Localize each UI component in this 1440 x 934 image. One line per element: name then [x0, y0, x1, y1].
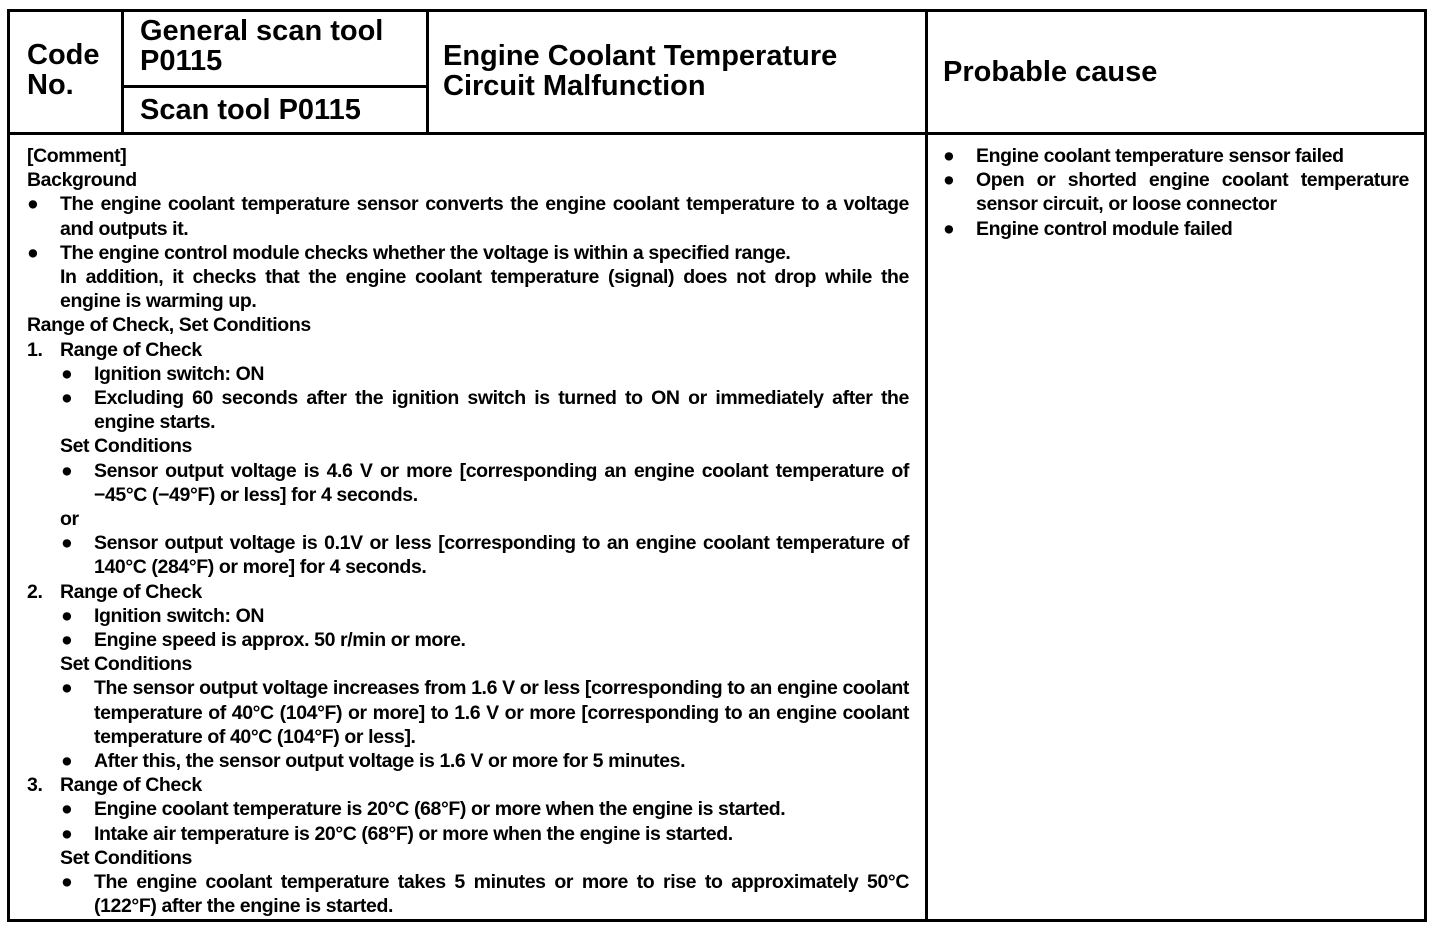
- col-divider-code: [121, 9, 124, 135]
- bullet-icon: ●: [61, 459, 73, 482]
- or-label: or: [60, 508, 79, 531]
- list-item: ● Excluding 60 seconds after the ignition switch is turned to ON or immediately after the engine starts.: [61, 387, 909, 434]
- background-heading: Background: [27, 169, 137, 192]
- range-item-1: 1. Range of Check: [27, 338, 202, 361]
- bullet-icon: ●: [61, 629, 73, 652]
- probable-cause-heading: Probable cause: [943, 56, 1158, 88]
- list-item: ● Engine speed is approx. 50 r/min or more.: [61, 629, 466, 652]
- set-conditions-heading: Set Conditions: [60, 846, 192, 869]
- list-item: ● Engine coolant temperature is 20°C (68°F) or more when the engine is started.: [61, 798, 786, 821]
- bullet-icon: ●: [61, 604, 73, 627]
- comment-heading: [Comment]: [27, 145, 127, 167]
- set-conditions-heading: Set Conditions: [60, 653, 192, 676]
- list-item: ● Engine coolant temperature sensor failed: [943, 145, 1344, 167]
- range-item-2: 2. Range of Check: [27, 580, 202, 603]
- header-bottom-rule: [7, 132, 1427, 135]
- bullet-icon: ●: [61, 677, 73, 700]
- general-scan-tool-label: General scan tool P0115: [140, 15, 384, 78]
- bullet-icon: ●: [61, 750, 73, 773]
- bullet-icon: ●: [943, 145, 955, 167]
- list-item: ● After this, the sensor output voltage is 1.6 V or more for 5 minutes.: [61, 750, 686, 773]
- col-divider-cause: [925, 9, 928, 922]
- list-item: ● Sensor output voltage is 0.1V or less [corresponding to an engine coolant temperature of 140°C (284°F) or more] for 4 seconds.: [61, 532, 909, 579]
- dtc-title: Engine Coolant Temperature Circuit Malfunction: [443, 40, 838, 103]
- code-no-label: Code No.: [27, 39, 100, 102]
- list-item: ● Ignition switch: ON: [61, 604, 265, 627]
- bullet-icon: ●: [943, 169, 955, 192]
- list-item: ● The engine coolant temperature takes 5 minutes or more to rise to approximately 50°C (122°F) after the engine is started.: [61, 871, 909, 918]
- list-item: ● Sensor output voltage is 4.6 V or more [corresponding an engine coolant temperature of −45°C (−49°F) or less] for 4 seconds.: [61, 459, 909, 506]
- bullet-icon: ●: [943, 217, 955, 240]
- scantool-split-rule: [121, 85, 429, 88]
- probable-cause-list: [943, 144, 1409, 241]
- bullet-icon: ●: [61, 362, 73, 385]
- comment-body: [27, 144, 909, 919]
- list-item: ● Open or shorted engine coolant temperature sensor circuit, or loose connector: [943, 169, 1409, 216]
- bullet-icon: ●: [61, 822, 73, 845]
- col-divider-scantool: [426, 9, 429, 135]
- list-item: ● The engine control module checks whether the voltage is within a specified range.: [27, 241, 791, 264]
- list-item: ● The sensor output voltage increases from 1.6 V or less [corresponding to an engine coolant temperature of 40°C (104°F) or more] to 1.6 V or more [corresponding to an engine coolant temperature of 40°C (104°F) or less].: [61, 677, 909, 748]
- bullet-icon: ●: [61, 387, 73, 410]
- scan-tool-label: Scan tool P0115: [140, 94, 361, 126]
- list-item: ● The engine coolant temperature sensor converts the engine coolant temperature to a voltage and outputs it.: [27, 193, 909, 240]
- list-item: ● Intake air temperature is 20°C (68°F) or more when the engine is started.: [61, 822, 733, 845]
- bullet-icon: ●: [27, 241, 39, 264]
- bullet-icon: ●: [61, 532, 73, 555]
- set-conditions-heading: Set Conditions: [60, 435, 192, 458]
- list-item: ● Engine control module failed: [943, 217, 1233, 240]
- bullet-icon: ●: [61, 798, 73, 821]
- bullet-icon: ●: [61, 871, 73, 894]
- list-item-continuation: In addition, it checks that the engine coolant temperature (signal) does not drop while the engine is warming up.: [60, 266, 909, 313]
- bullet-icon: ●: [27, 193, 39, 216]
- range-item-3: 3. Range of Check: [27, 774, 202, 797]
- range-heading: Range of Check, Set Conditions: [27, 314, 311, 337]
- list-item: ● Ignition switch: ON: [61, 362, 265, 385]
